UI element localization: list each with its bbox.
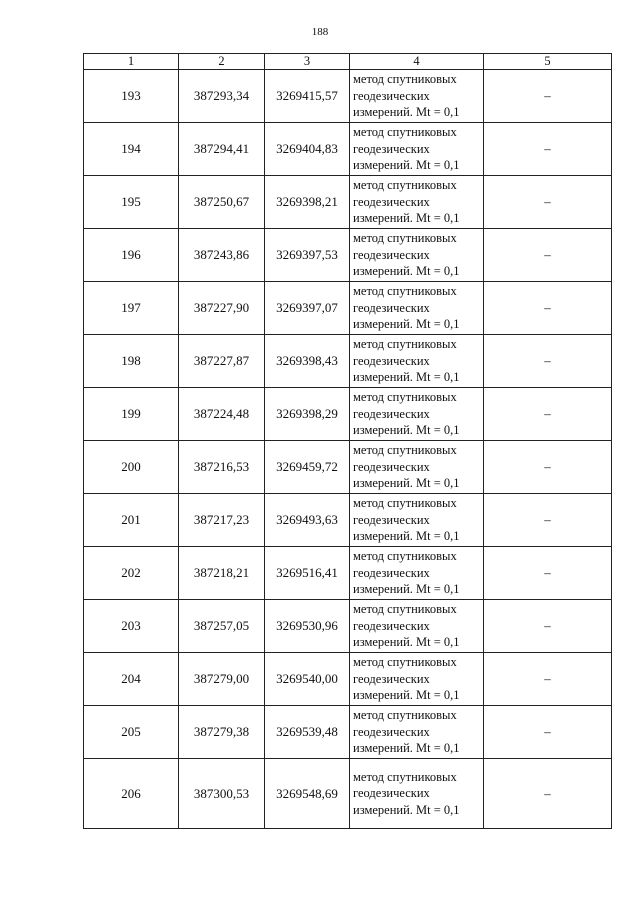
method-line-1: метод спутниковых bbox=[353, 125, 457, 140]
method-line-1: метод спутниковых bbox=[353, 390, 457, 405]
y-coordinate: 3269398,21 bbox=[265, 176, 350, 229]
error-value: – bbox=[484, 653, 612, 706]
x-coordinate: 387227,90 bbox=[179, 282, 265, 335]
y-coordinate: 3269548,69 bbox=[265, 759, 350, 829]
error-value: – bbox=[484, 547, 612, 600]
x-coordinate: 387279,00 bbox=[179, 653, 265, 706]
coordinates-table bbox=[83, 53, 612, 829]
error-value: – bbox=[484, 706, 612, 759]
method-line-3: измерений. Mt = 0,1 bbox=[353, 105, 460, 120]
x-coordinate: 387257,05 bbox=[179, 600, 265, 653]
point-number: 197 bbox=[84, 282, 179, 335]
method-line-3: измерений. Mt = 0,1 bbox=[353, 582, 460, 597]
method-line-1: метод спутниковых bbox=[353, 178, 457, 193]
x-coordinate: 387294,41 bbox=[179, 123, 265, 176]
method-line-2: геодезических bbox=[353, 406, 430, 421]
method-line-2: геодезических bbox=[353, 353, 430, 368]
method-line-3: измерений. Mt = 0,1 bbox=[353, 317, 460, 332]
method-line-2: геодезических bbox=[353, 247, 430, 262]
method-line-1: метод спутниковых bbox=[353, 655, 457, 670]
method-description bbox=[350, 388, 484, 441]
method-line-1: метод спутниковых bbox=[353, 337, 457, 352]
header-col-2: 2 bbox=[179, 54, 265, 70]
method-description bbox=[350, 282, 484, 335]
method-line-1: метод спутниковых bbox=[353, 549, 457, 564]
method-line-3: измерений. Mt = 0,1 bbox=[353, 423, 460, 438]
error-value: – bbox=[484, 335, 612, 388]
x-coordinate: 387300,53 bbox=[179, 759, 265, 829]
method-line-2: геодезических bbox=[353, 459, 430, 474]
table-row bbox=[84, 335, 612, 388]
point-number: 206 bbox=[84, 759, 179, 829]
point-number: 200 bbox=[84, 441, 179, 494]
table-row bbox=[84, 70, 612, 123]
y-coordinate: 3269397,07 bbox=[265, 282, 350, 335]
method-line-1: метод спутниковых bbox=[353, 602, 457, 617]
method-line-1: метод спутниковых bbox=[353, 443, 457, 458]
x-coordinate: 387279,38 bbox=[179, 706, 265, 759]
method-description bbox=[350, 653, 484, 706]
error-value: – bbox=[484, 759, 612, 829]
y-coordinate: 3269493,63 bbox=[265, 494, 350, 547]
error-value: – bbox=[484, 229, 612, 282]
method-line-1: метод спутниковых bbox=[353, 496, 457, 511]
point-number: 196 bbox=[84, 229, 179, 282]
method-line-2: геодезических bbox=[353, 141, 430, 156]
table-row bbox=[84, 600, 612, 653]
table-row bbox=[84, 653, 612, 706]
method-line-3: измерений. Mt = 0,1 bbox=[353, 741, 460, 756]
table-row bbox=[84, 123, 612, 176]
method-line-3: измерений. Mt = 0,1 bbox=[353, 476, 460, 491]
table-row bbox=[84, 441, 612, 494]
table-row bbox=[84, 176, 612, 229]
method-line-3: измерений. Mt = 0,1 bbox=[353, 635, 460, 650]
method-description bbox=[350, 441, 484, 494]
point-number: 193 bbox=[84, 70, 179, 123]
error-value: – bbox=[484, 600, 612, 653]
page-number: 188 bbox=[311, 26, 329, 38]
x-coordinate: 387224,48 bbox=[179, 388, 265, 441]
method-line-2: геодезических bbox=[353, 618, 430, 633]
method-description bbox=[350, 176, 484, 229]
error-value: – bbox=[484, 494, 612, 547]
y-coordinate: 3269415,57 bbox=[265, 70, 350, 123]
error-value: – bbox=[484, 441, 612, 494]
method-line-3: измерений. Mt = 0,1 bbox=[353, 688, 460, 703]
method-line-2: геодезических bbox=[353, 671, 430, 686]
method-description bbox=[350, 600, 484, 653]
point-number: 203 bbox=[84, 600, 179, 653]
y-coordinate: 3269404,83 bbox=[265, 123, 350, 176]
x-coordinate: 387293,34 bbox=[179, 70, 265, 123]
y-coordinate: 3269398,43 bbox=[265, 335, 350, 388]
point-number: 194 bbox=[84, 123, 179, 176]
y-coordinate: 3269540,00 bbox=[265, 653, 350, 706]
method-line-3: измерений. Mt = 0,1 bbox=[353, 264, 460, 279]
y-coordinate: 3269398,29 bbox=[265, 388, 350, 441]
x-coordinate: 387250,67 bbox=[179, 176, 265, 229]
method-line-3: измерений. Mt = 0,1 bbox=[353, 370, 460, 385]
method-description bbox=[350, 229, 484, 282]
method-line-2: геодезических bbox=[353, 300, 430, 315]
header-col-4: 4 bbox=[350, 54, 484, 70]
point-number: 199 bbox=[84, 388, 179, 441]
table-row bbox=[84, 282, 612, 335]
point-number: 201 bbox=[84, 494, 179, 547]
header-col-5: 5 bbox=[484, 54, 612, 70]
header-row bbox=[84, 54, 612, 70]
point-number: 205 bbox=[84, 706, 179, 759]
point-number: 195 bbox=[84, 176, 179, 229]
point-number: 202 bbox=[84, 547, 179, 600]
method-description bbox=[350, 335, 484, 388]
y-coordinate: 3269459,72 bbox=[265, 441, 350, 494]
method-line-2: геодезических bbox=[353, 565, 430, 580]
method-line-3: измерений. Mt = 0,1 bbox=[353, 211, 460, 226]
x-coordinate: 387218,21 bbox=[179, 547, 265, 600]
point-number: 198 bbox=[84, 335, 179, 388]
x-coordinate: 387217,23 bbox=[179, 494, 265, 547]
point-number: 204 bbox=[84, 653, 179, 706]
method-line-3: измерений. Mt = 0,1 bbox=[353, 529, 460, 544]
error-value: – bbox=[484, 176, 612, 229]
table-row bbox=[84, 229, 612, 282]
method-line-3: измерений. Mt = 0,1 bbox=[353, 802, 460, 817]
table-row bbox=[84, 494, 612, 547]
method-line-2: геодезических bbox=[353, 194, 430, 209]
method-line-1: метод спутниковых bbox=[353, 284, 457, 299]
method-line-1: метод спутниковых bbox=[353, 72, 457, 87]
error-value: – bbox=[484, 282, 612, 335]
method-line-1: метод спутниковых bbox=[353, 708, 457, 723]
error-value: – bbox=[484, 70, 612, 123]
y-coordinate: 3269397,53 bbox=[265, 229, 350, 282]
method-description bbox=[350, 123, 484, 176]
x-coordinate: 387216,53 bbox=[179, 441, 265, 494]
method-line-2: геодезических bbox=[353, 88, 430, 103]
method-line-1: метод спутниковых bbox=[353, 769, 457, 784]
method-line-1: метод спутниковых bbox=[353, 231, 457, 246]
y-coordinate: 3269516,41 bbox=[265, 547, 350, 600]
method-description bbox=[350, 494, 484, 547]
method-line-3: измерений. Mt = 0,1 bbox=[353, 158, 460, 173]
table-row bbox=[84, 706, 612, 759]
method-line-2: геодезических bbox=[353, 724, 430, 739]
y-coordinate: 3269539,48 bbox=[265, 706, 350, 759]
method-description bbox=[350, 70, 484, 123]
table-row bbox=[84, 759, 612, 829]
x-coordinate: 387227,87 bbox=[179, 335, 265, 388]
x-coordinate: 387243,86 bbox=[179, 229, 265, 282]
method-description bbox=[350, 547, 484, 600]
header-col-1: 1 bbox=[84, 54, 179, 70]
table-row bbox=[84, 388, 612, 441]
error-value: – bbox=[484, 388, 612, 441]
method-description bbox=[350, 759, 484, 829]
table-row bbox=[84, 547, 612, 600]
method-line-2: геодезических bbox=[353, 512, 430, 527]
error-value: – bbox=[484, 123, 612, 176]
method-line-2: геодезических bbox=[353, 786, 430, 801]
header-col-3: 3 bbox=[265, 54, 350, 70]
method-description bbox=[350, 706, 484, 759]
y-coordinate: 3269530,96 bbox=[265, 600, 350, 653]
